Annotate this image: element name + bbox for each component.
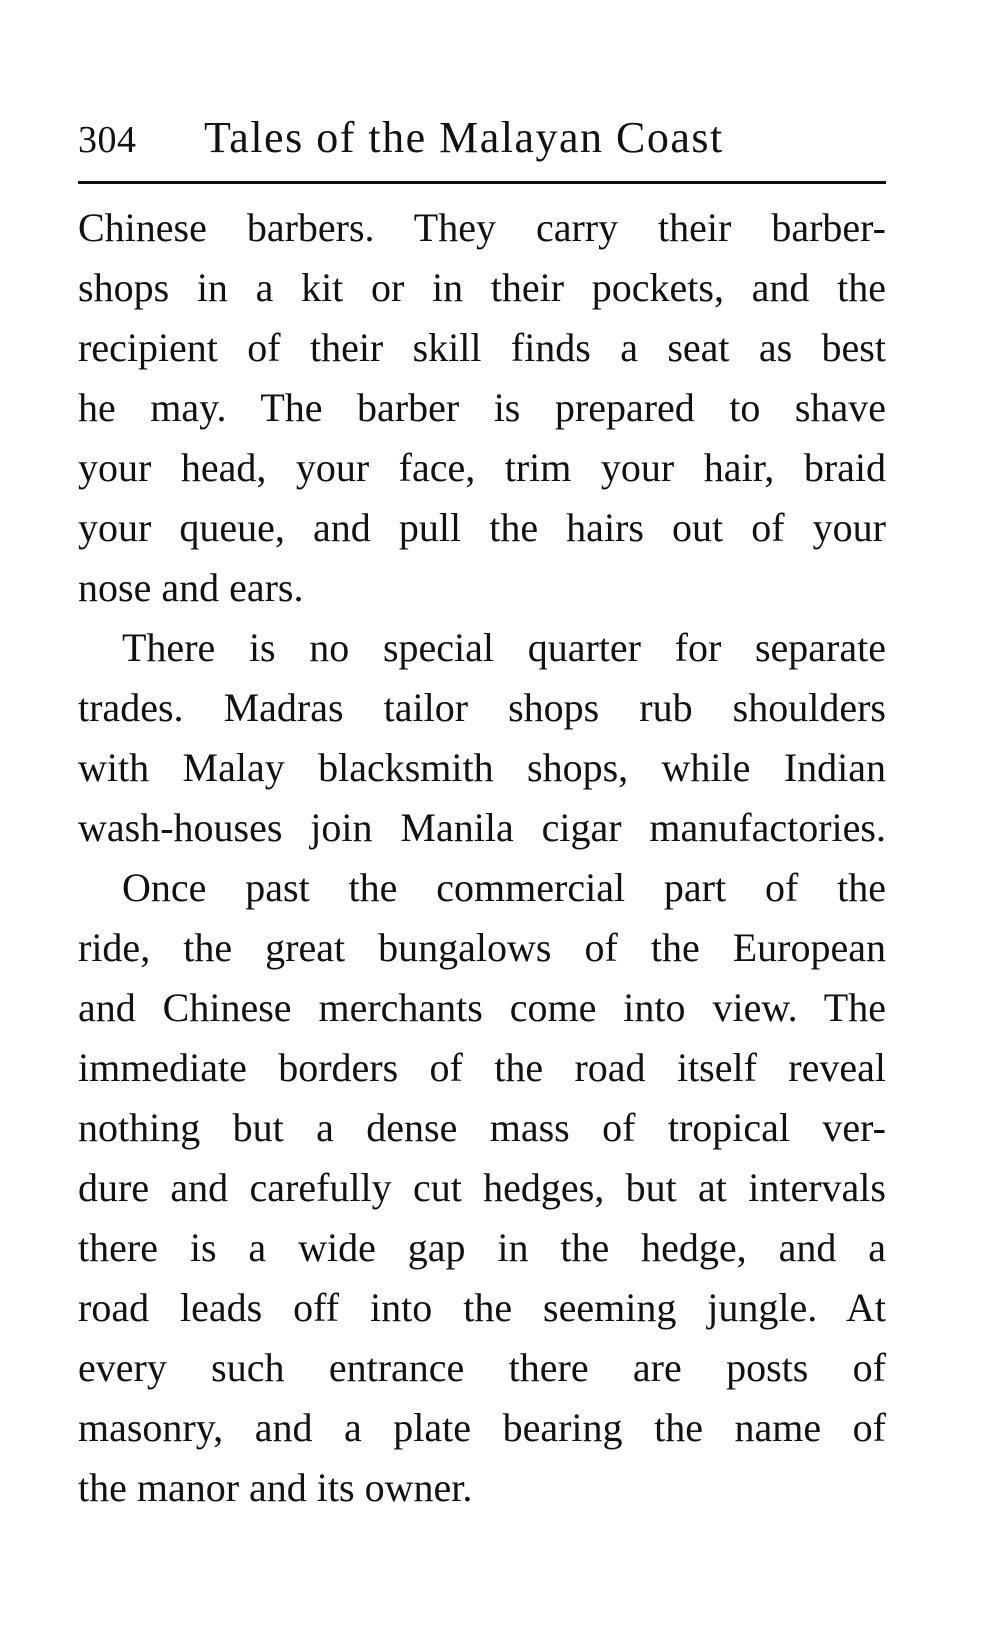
- header-rule: [78, 181, 886, 184]
- paragraph: [78, 198, 886, 618]
- text-line: the manor and its owner.: [78, 1465, 473, 1510]
- text-line: immediate borders of the road itself reveal: [78, 1045, 886, 1090]
- text-line: your queue, and pull the hairs out of your: [78, 505, 886, 550]
- paragraph: [78, 618, 886, 858]
- text-line: Chinese barbers. They carry their barber-: [78, 205, 886, 250]
- running-head: [78, 108, 886, 168]
- text-line: nothing but a dense mass of tropical ver-: [78, 1105, 886, 1150]
- text-line: there is a wide gap in the hedge, and a: [78, 1225, 886, 1270]
- text-line: he may. The barber is prepared to shave: [78, 385, 886, 430]
- text-line: trades. Madras tailor shops rub shoulders: [78, 685, 886, 730]
- text-line: There is no special quarter for separate: [122, 625, 886, 670]
- text-line: road leads off into the seeming jungle. At: [78, 1285, 886, 1330]
- running-title: Tales of the Malayan Coast: [204, 113, 724, 162]
- paragraph: [78, 858, 886, 1518]
- text-line: nose and ears.: [78, 565, 304, 610]
- text-line: every such entrance there are posts of: [78, 1345, 886, 1390]
- text-line: recipient of their skill finds a seat as best: [78, 325, 886, 370]
- text-line: dure and carefully cut hedges, but at intervals: [78, 1165, 886, 1210]
- text-line: Once past the commercial part of the: [122, 865, 886, 910]
- text-line: shops in a kit or in their pockets, and the: [78, 265, 886, 310]
- text-line: masonry, and a plate bearing the name of: [78, 1405, 886, 1450]
- text-line: with Malay blacksmith shops, while Indian: [78, 745, 886, 790]
- text-line: your head, your face, trim your hair, braid: [78, 445, 886, 490]
- text-line: and Chinese merchants come into view. The: [78, 985, 886, 1030]
- body-text: [78, 198, 886, 1518]
- text-line: wash-houses join Manila cigar manufactories.: [78, 805, 886, 850]
- text-line: ride, the great bungalows of the European: [78, 925, 886, 970]
- page-number: 304: [78, 119, 137, 161]
